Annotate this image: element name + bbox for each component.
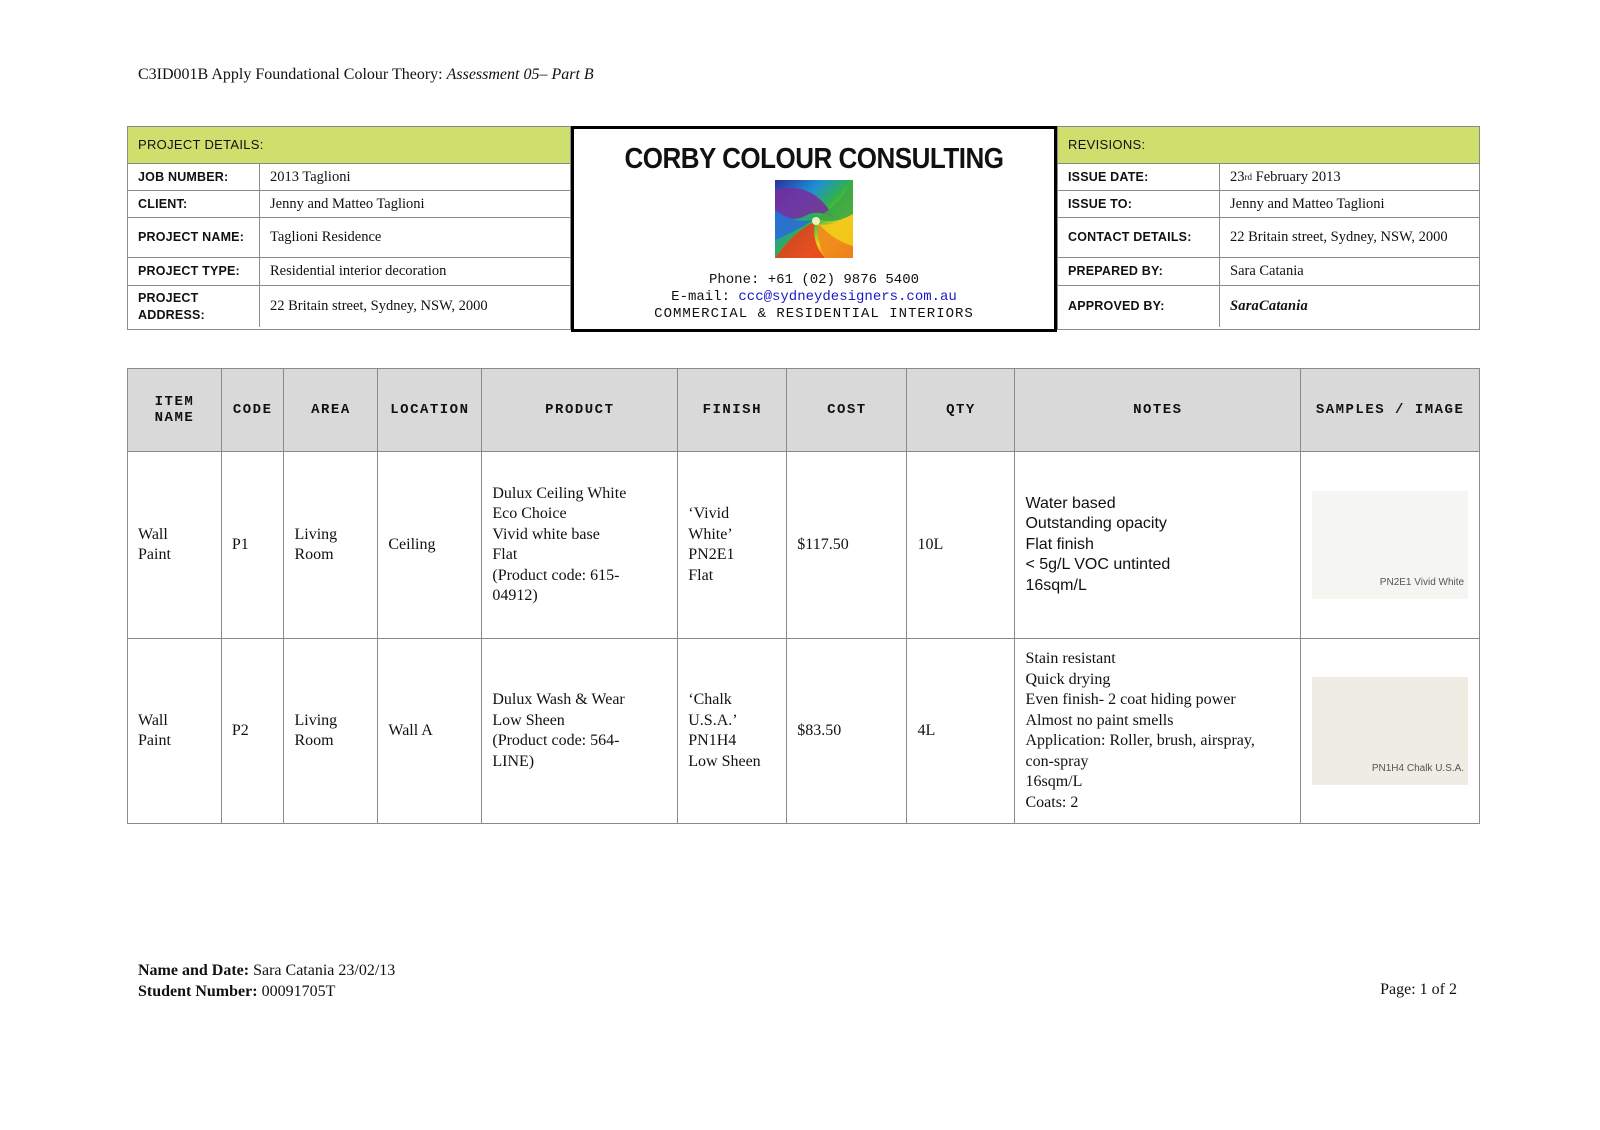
student-number-label: Student Number: bbox=[138, 983, 258, 1000]
page-number: Page: 1 of 2 bbox=[1380, 981, 1457, 998]
field-label: APPROVED BY: bbox=[1058, 286, 1220, 327]
company-tagline: COMMERCIAL & RESIDENTIAL INTERIORS bbox=[654, 306, 974, 322]
qty-cell: 10L bbox=[907, 452, 1015, 639]
rainbow-swirl-logo-icon bbox=[775, 180, 853, 258]
product-cell: Dulux Wash & Wear Low Sheen (Product code: 564- LINE) bbox=[482, 639, 678, 824]
paint-swatch-vivid-white bbox=[1312, 491, 1468, 599]
column-header: FINISH bbox=[678, 369, 787, 452]
prepared-by-row bbox=[1058, 258, 1479, 286]
swatch-label: PN1H4 Chalk U.S.A. bbox=[1371, 762, 1465, 774]
column-header: CODE bbox=[221, 369, 284, 452]
swatch-label: PN2E1 Vivid White bbox=[1379, 576, 1465, 588]
field-label: PROJECT TYPE: bbox=[128, 258, 260, 285]
approval-signature: SaraCatania bbox=[1230, 298, 1308, 314]
field-label: JOB NUMBER: bbox=[128, 164, 260, 190]
notes-cell: Stain resistant Quick drying Even finish- 2 coat hiding power Almost no paint smells Application: Roller, brush, airspray, con-spray 16sqm/L Coats: 2 bbox=[1015, 639, 1301, 824]
item-name-cell: Wall Paint bbox=[128, 452, 222, 639]
column-header: AREA bbox=[284, 369, 378, 452]
revisions-panel bbox=[1057, 126, 1480, 330]
company-email-line bbox=[574, 289, 1054, 306]
name-date-line bbox=[138, 960, 395, 981]
company-phone: Phone: +61 (02) 9876 5400 bbox=[708, 272, 920, 288]
student-number-line bbox=[138, 981, 395, 1002]
email-label: E-mail: bbox=[671, 289, 730, 305]
field-value: 22 Britain street, Sydney, NSW, 2000 bbox=[270, 298, 488, 314]
issue-date-value: 23 rd February 2013 bbox=[1230, 168, 1341, 185]
notes-cell: Water based Outstanding opacity Flat finish < 5g/L VOC untinted 16sqm/L bbox=[1015, 452, 1301, 639]
cost-cell: $83.50 bbox=[787, 639, 907, 824]
specification-table bbox=[127, 368, 1480, 824]
company-logo-panel bbox=[571, 126, 1057, 332]
student-number-value: 00091705T bbox=[261, 983, 336, 1000]
field-value: Jenny and Matteo Taglioni bbox=[270, 195, 425, 212]
table-header-row bbox=[128, 369, 1480, 452]
sample-cell bbox=[1301, 639, 1480, 824]
column-header: NOTES bbox=[1015, 369, 1301, 452]
project-address-row bbox=[128, 286, 570, 327]
sample-cell bbox=[1301, 452, 1480, 639]
project-details-title: PROJECT DETAILS: bbox=[128, 127, 570, 164]
area-cell: Living Room bbox=[284, 452, 378, 639]
project-details-panel bbox=[127, 126, 571, 330]
field-label: ISSUE DATE: bbox=[1058, 164, 1220, 190]
table-row bbox=[128, 639, 1480, 824]
field-label: ISSUE TO: bbox=[1058, 191, 1220, 217]
name-date-label: Name and Date: bbox=[138, 962, 250, 979]
field-label: PROJECT ADDRESS: bbox=[128, 286, 260, 327]
name-date-value: Sara Catania 23/02/13 bbox=[253, 962, 396, 979]
finish-cell: ‘Vivid White’ PN2E1 Flat bbox=[678, 452, 787, 639]
contact-details-row bbox=[1058, 218, 1479, 258]
company-contact bbox=[574, 272, 1054, 323]
column-header: COST bbox=[787, 369, 907, 452]
company-name: CORBY COLOUR CONSULTING bbox=[624, 141, 1004, 175]
item-name-cell: Wall Paint bbox=[128, 639, 222, 824]
job-number-row bbox=[128, 164, 570, 191]
location-cell: Ceiling bbox=[378, 452, 482, 639]
issue-to-row bbox=[1058, 191, 1479, 218]
field-value: Sara Catania bbox=[1230, 263, 1304, 279]
field-label: PROJECT NAME: bbox=[128, 218, 260, 257]
code-cell: P1 bbox=[221, 452, 284, 639]
table-row bbox=[128, 452, 1480, 639]
assessment-title: Assessment 05– Part B bbox=[446, 66, 594, 83]
field-value: 2013 Taglioni bbox=[270, 168, 351, 185]
area-cell: Living Room bbox=[284, 639, 378, 824]
field-value: Residential interior decoration bbox=[270, 263, 447, 279]
project-name-row bbox=[128, 218, 570, 258]
field-value: 22 Britain street, Sydney, NSW, 2000 bbox=[1230, 229, 1448, 245]
code-cell: P2 bbox=[221, 639, 284, 824]
revisions-title: REVISIONS: bbox=[1058, 127, 1479, 164]
project-type-row bbox=[128, 258, 570, 286]
field-value: Jenny and Matteo Taglioni bbox=[1230, 195, 1385, 212]
column-header: QTY bbox=[907, 369, 1015, 452]
finish-cell: ‘Chalk U.S.A.’ PN1H4 Low Sheen bbox=[678, 639, 787, 824]
column-header: LOCATION bbox=[378, 369, 482, 452]
issue-date-row bbox=[1058, 164, 1479, 191]
field-label: PREPARED BY: bbox=[1058, 258, 1220, 285]
field-value: Taglioni Residence bbox=[270, 229, 382, 245]
approved-by-row bbox=[1058, 286, 1479, 327]
client-row bbox=[128, 191, 570, 218]
location-cell: Wall A bbox=[378, 639, 482, 824]
company-email-link[interactable]: ccc@sydneydesigners.com.au bbox=[738, 289, 957, 305]
course-title: C3ID001B Apply Foundational Colour Theory: bbox=[138, 66, 443, 83]
document-header bbox=[138, 66, 594, 84]
column-header: SAMPLES / IMAGE bbox=[1301, 369, 1480, 452]
column-header: PRODUCT bbox=[482, 369, 678, 452]
field-label: CLIENT: bbox=[128, 191, 260, 217]
column-header: ITEM NAME bbox=[128, 369, 222, 452]
student-footer bbox=[138, 960, 395, 1002]
product-cell: Dulux Ceiling White Eco Choice Vivid white base Flat (Product code: 615- 04912) bbox=[482, 452, 678, 639]
field-label: CONTACT DETAILS: bbox=[1058, 218, 1220, 257]
paint-swatch-chalk-usa bbox=[1312, 677, 1468, 785]
qty-cell: 4L bbox=[907, 639, 1015, 824]
cost-cell: $117.50 bbox=[787, 452, 907, 639]
